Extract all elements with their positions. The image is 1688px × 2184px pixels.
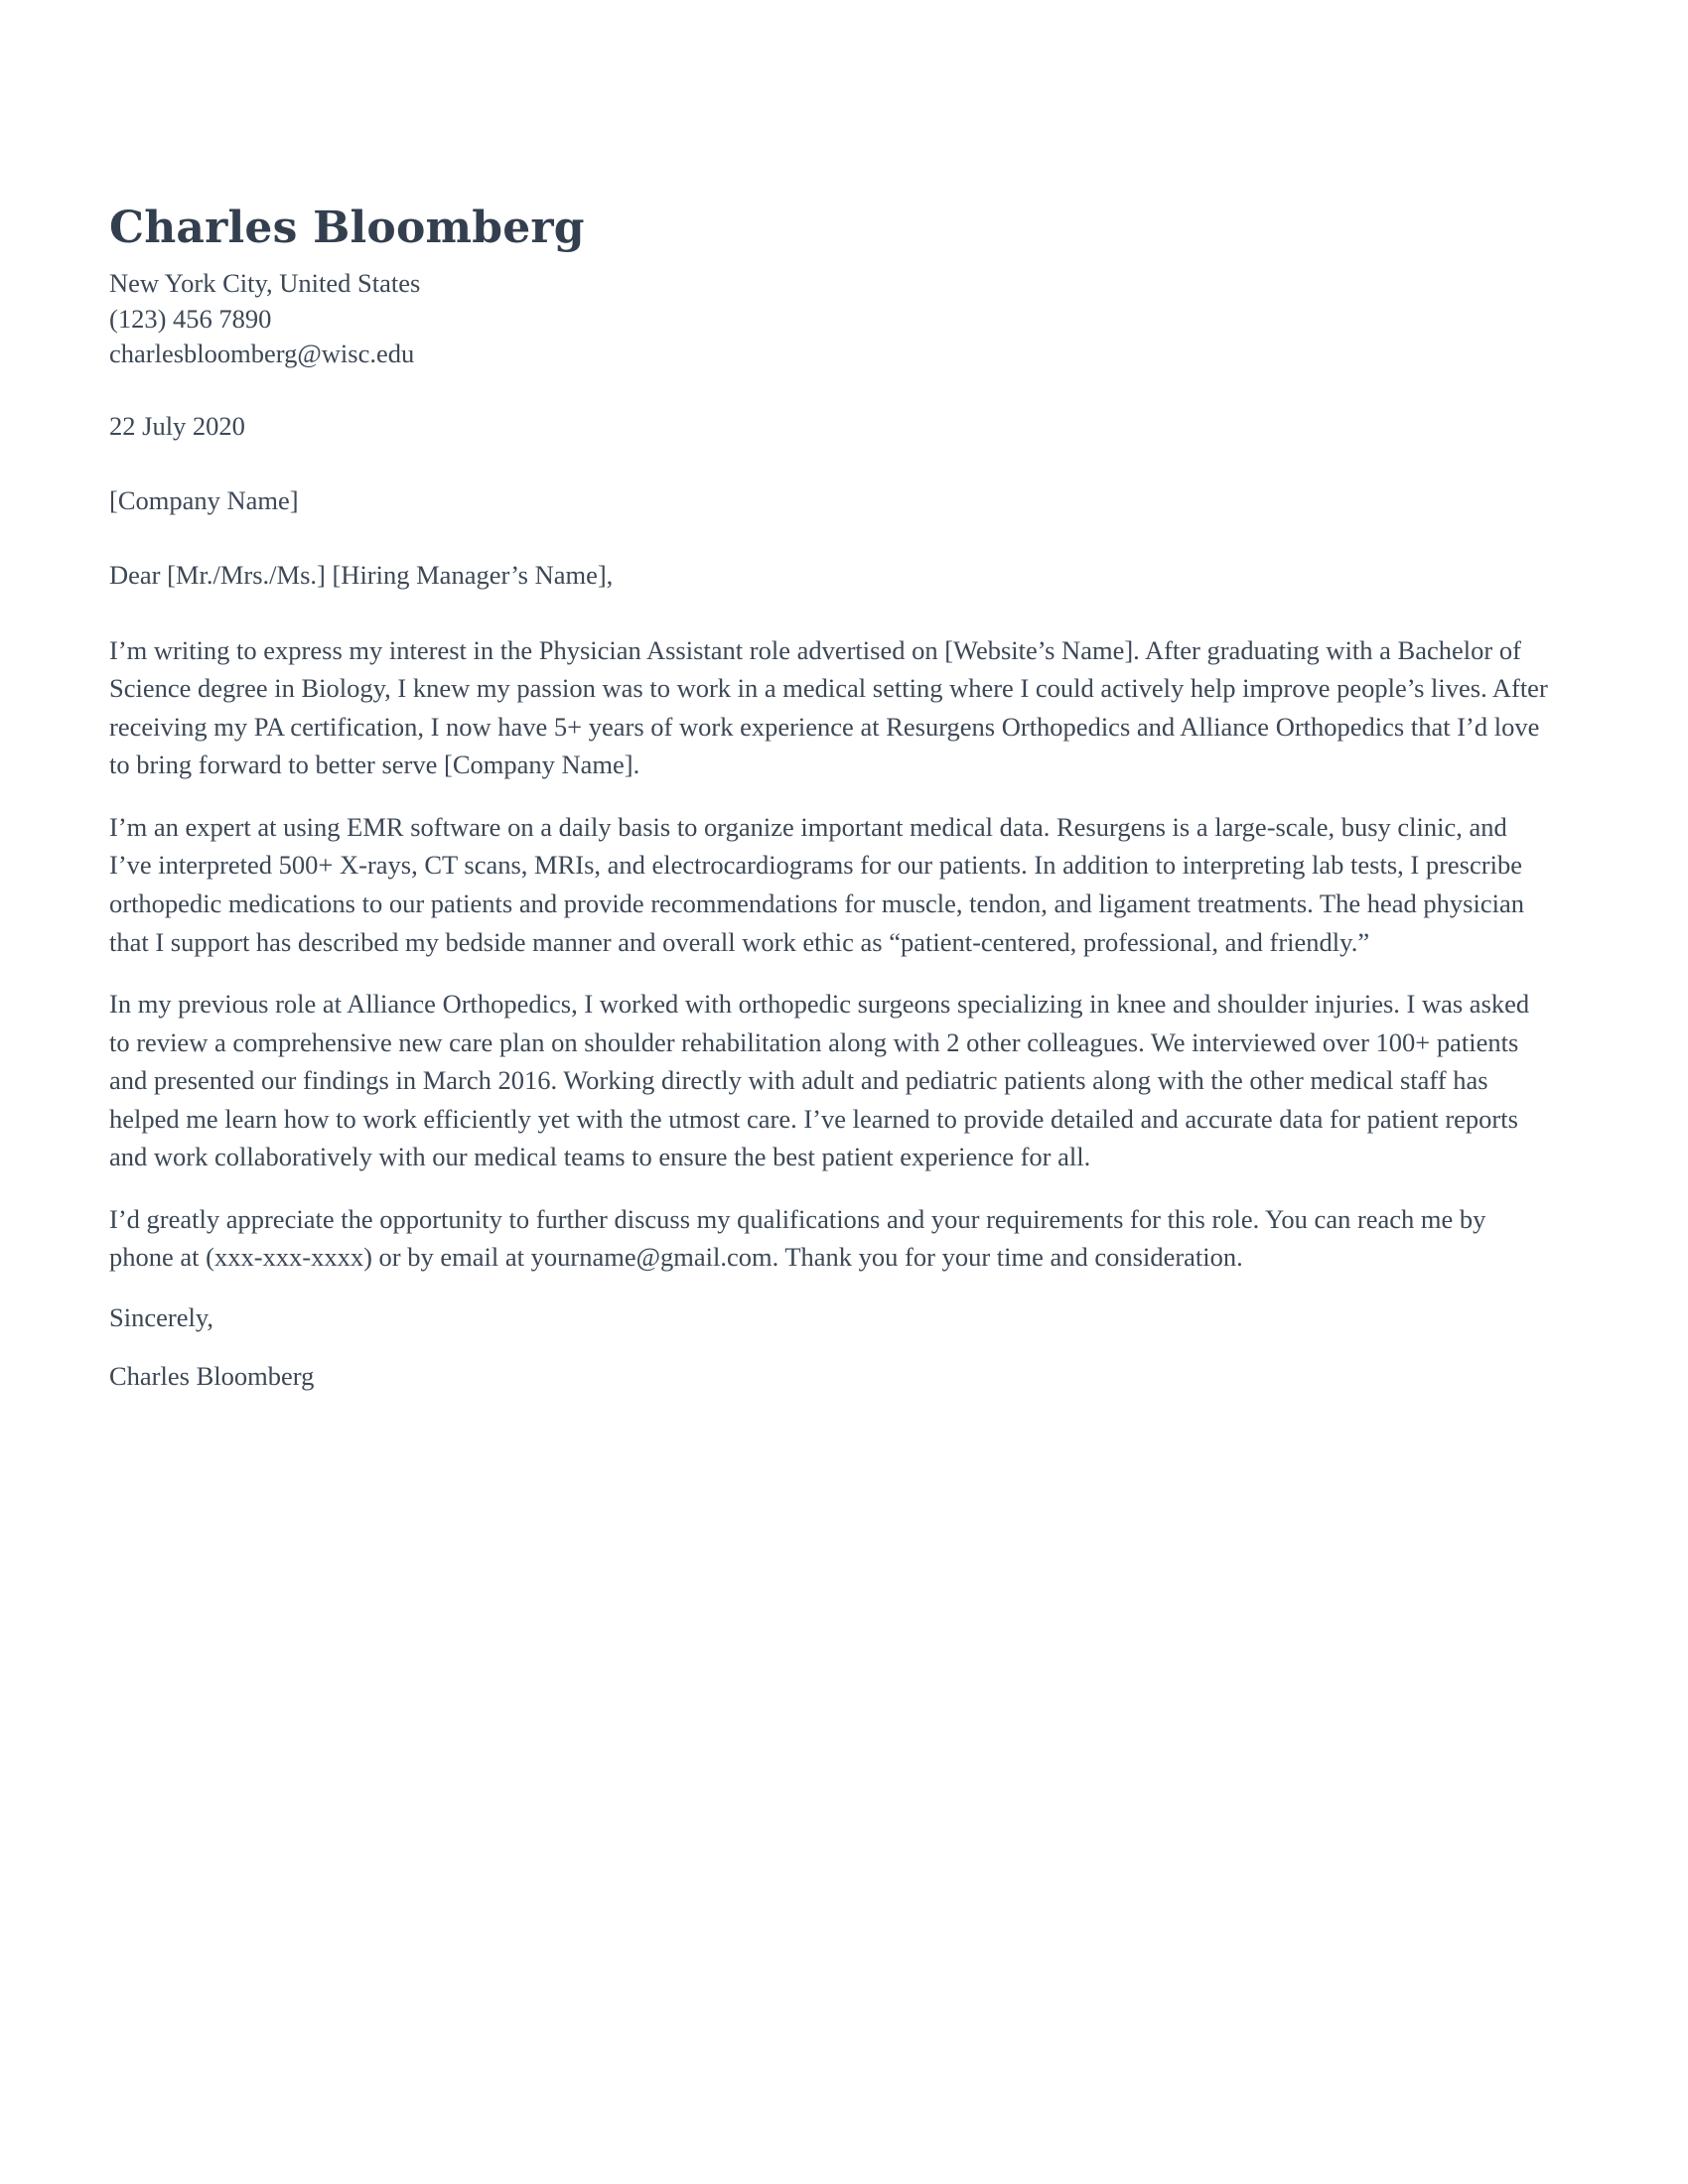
spacer-before-company bbox=[109, 444, 1554, 483]
sender-email: charlesbloomberg@wisc.edu bbox=[109, 338, 415, 368]
paragraph-gap-4 bbox=[109, 1277, 1554, 1300]
sender-location: New York City, United States bbox=[109, 268, 421, 299]
paragraph-gap-2 bbox=[109, 961, 1554, 985]
spacer-before-greeting bbox=[109, 518, 1554, 558]
body-paragraph-2: I’m an expert at using EMR software on a daily basis to organize important medical data. Resurgens is a large-scale, busy clinic, and I’ve interpreted 500+ X-rays, CT scans, MRIs, and electrocardiograms for our patients. In addition to interpreting lab tests, I prescribe orthopedic medications to our patients and provide recommendations for muscle, tendon, and ligament treatments. The head physician that I support has described my bedside manner and overall work ethic as “patient-centered, professional, and friendly.” bbox=[109, 811, 1524, 957]
letter-date: 22 July 2020 bbox=[109, 410, 245, 441]
closing-signoff: Sincerely, bbox=[109, 1301, 213, 1332]
body-paragraph-4: I’d greatly appreciate the opportunity to further discuss my qualifications and your requirements for this role. You can reach me by phone at (xxx-xxx-xxxx) or by email at yourname@gmail.com. Thank you for your time and consideration. bbox=[109, 1203, 1486, 1273]
sender-name-heading: Charles Bloomberg bbox=[109, 203, 585, 253]
recipient-company-name: [Company Name] bbox=[109, 485, 299, 516]
body-paragraph-3: In my previous role at Alliance Orthopedics, I worked with orthopedic surgeons specializing in knee and shoulder injuries. I was asked to review a comprehensive new care plan on shoulder rehabilitation along with 2 other colleagues. We interviewed over 100+ patients and presented our findings in March 2016. Working directly with adult and pediatric patients along with the other medical staff has helped me learn how to work efficiently yet with the utmost care. I’ve learned to provide detailed and accurate data for patient reports and work collaboratively with our medical teams to ensure the best patient experience for all. bbox=[109, 989, 1530, 1172]
paragraph-gap-3 bbox=[109, 1176, 1554, 1200]
paragraph-gap-1 bbox=[109, 784, 1554, 808]
spacer-before-date bbox=[109, 371, 1554, 409]
sender-phone: (123) 456 7890 bbox=[109, 303, 272, 334]
body-paragraph-1: I’m writing to express my interest in the Physician Assistant role advertised on [Website’s Name]. After graduating with a Bachelor of Science degree in Biology, I knew my passion was to work in a medical setting where I could actively help improve people’s lives. After receiving my PA certification, I now have 5+ years of work experience at Resurgens Orthopedics and Alliance Orthopedics that I’d love to bring forward to better serve [Company Name]. bbox=[109, 634, 1548, 780]
paragraph-gap-5 bbox=[109, 1335, 1554, 1359]
spacer-before-body bbox=[109, 594, 1554, 631]
closing-signature-name: Charles Bloomberg bbox=[109, 1361, 315, 1392]
letter-content bbox=[109, 204, 1554, 1394]
sender-contact-block bbox=[109, 266, 1554, 371]
salutation: Dear [Mr./Mrs./Ms.] [Hiring Manager’s Name], bbox=[109, 560, 614, 591]
